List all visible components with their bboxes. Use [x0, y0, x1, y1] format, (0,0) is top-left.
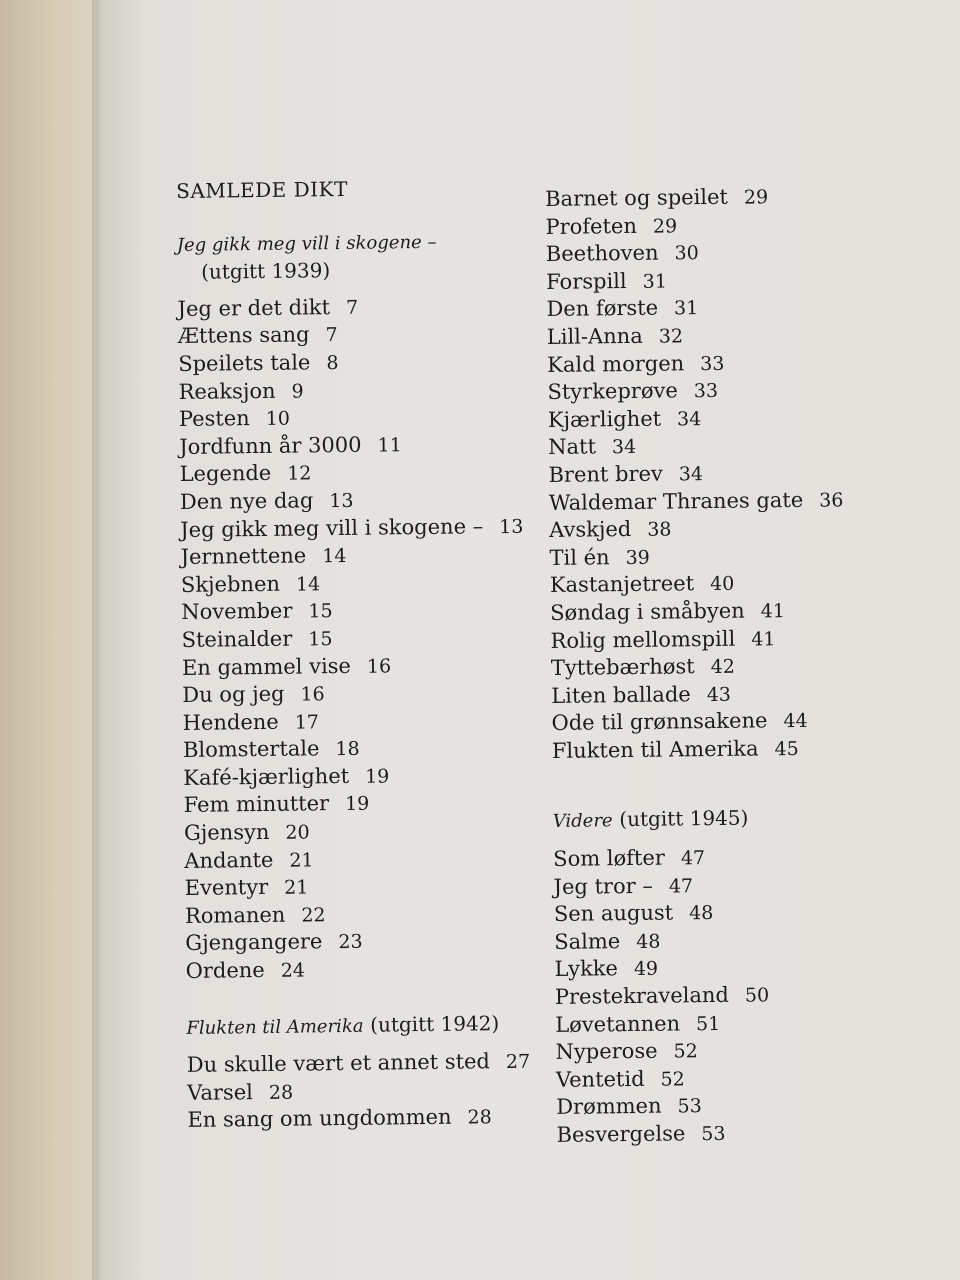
toc-entry: [554, 898, 844, 929]
entry-page-number: 34: [678, 463, 704, 486]
entry-title: Reaksjon: [178, 378, 276, 404]
toc-entry: [184, 843, 534, 875]
toc-entry: [550, 569, 840, 600]
entry-page-number: 11: [377, 434, 402, 457]
entry-page-number: 44: [783, 710, 808, 733]
entry-title: Løvetannen: [555, 1011, 681, 1037]
entry-title: November: [181, 598, 293, 625]
toc-entry: [546, 238, 836, 269]
entry-page-number: 19: [345, 793, 370, 816]
toc-entry: [187, 1103, 537, 1135]
toc-entry: [555, 1036, 845, 1067]
toc-entry: [180, 485, 530, 517]
entry-title: Andante: [184, 847, 274, 873]
toc-entry: [179, 457, 529, 489]
entry-page-number: 27: [505, 1050, 531, 1074]
entry-page-number: 41: [760, 600, 786, 623]
toc-list-1942-left: [187, 1048, 538, 1135]
entry-page-number: 14: [322, 545, 347, 568]
toc-entry: [178, 347, 528, 379]
entry-title: Natt: [548, 434, 597, 460]
entry-page-number: 33: [693, 380, 719, 403]
toc-entry: [556, 1063, 846, 1094]
entry-title: Blomstertale: [182, 736, 320, 763]
toc-entry: [181, 595, 531, 627]
entry-title: Hendene: [182, 709, 279, 735]
entry-title: Kjærlighet: [547, 406, 662, 432]
entry-page-number: 52: [673, 1040, 698, 1063]
entry-page-number: 13: [329, 489, 354, 513]
entry-page-number: 30: [674, 242, 699, 265]
entry-page-number: 14: [295, 572, 321, 596]
entry-page-number: 20: [285, 821, 310, 844]
toc-entry: [181, 567, 531, 599]
entry-page-number: 7: [325, 324, 338, 347]
entry-title: Ventetid: [555, 1066, 645, 1092]
entry-title: Til én: [549, 544, 610, 570]
entry-page-number: 19: [364, 765, 390, 788]
entry-title: Ættens sang: [177, 322, 310, 349]
entry-title: Liten ballade: [551, 681, 691, 708]
toc-entry: [180, 512, 530, 544]
entry-title: Lill-Anna: [546, 323, 643, 349]
toc-entry: [179, 429, 529, 461]
toc-entry: [182, 705, 532, 737]
toc-entry: [179, 402, 529, 434]
entry-page-number: 45: [774, 737, 799, 761]
toc-entry: [181, 623, 531, 655]
section-published: (utgitt 1945): [619, 806, 749, 832]
toc-entry: [548, 403, 838, 434]
toc-list-1939: [177, 291, 535, 985]
entry-page-number: 21: [284, 876, 309, 899]
entry-page-number: 33: [700, 352, 725, 375]
entry-title: Som løfter: [553, 845, 666, 872]
entry-page-number: 7: [345, 296, 359, 319]
book-title: SAMLEDE DIKT: [176, 176, 349, 203]
entry-page-number: 17: [294, 710, 320, 734]
entry-title: Ode til grønnsakene: [551, 708, 768, 736]
entry-title: En sang om ungdommen: [187, 1105, 452, 1133]
section-heading-1945: [553, 804, 843, 836]
entry-title: Legende: [179, 461, 272, 487]
entry-page-number: 39: [625, 546, 650, 569]
entry-title: Gjengangere: [185, 929, 323, 956]
entry-page-number: 32: [658, 325, 684, 348]
entry-page-number: 50: [744, 984, 770, 1007]
toc-entry: [549, 541, 839, 572]
entry-title: Ordene: [185, 958, 265, 983]
entry-page-number: 28: [467, 1106, 492, 1129]
entry-title: Pesten: [178, 406, 250, 432]
entry-page-number: 34: [611, 436, 637, 459]
toc-entry: [550, 596, 840, 627]
entry-title: Du skulle vært et annet sted: [186, 1049, 491, 1078]
toc-right-column: [545, 182, 847, 1149]
section-title: Jeg gikk meg vill i skogene –: [176, 231, 437, 256]
entry-page-number: 43: [706, 683, 732, 706]
entry-page-number: 15: [308, 628, 333, 651]
toc-entry: [547, 376, 837, 407]
entry-title: En gammel vise: [181, 653, 352, 680]
toc-entry: [554, 925, 844, 956]
entry-page-number: 29: [652, 214, 678, 238]
entry-page-number: 8: [326, 351, 339, 375]
entry-title: Flukten til Amerika: [551, 736, 759, 763]
entry-title: Den nye dag: [179, 488, 314, 514]
entry-page-number: 16: [300, 683, 325, 706]
entry-title: Du og jeg: [182, 681, 285, 708]
toc-entry: [183, 733, 533, 765]
toc-entry: [546, 265, 836, 296]
toc-entry: [184, 816, 534, 848]
entry-title: Skjebnen: [180, 571, 281, 597]
toc-entry: [187, 1048, 537, 1080]
entry-page-number: 31: [642, 270, 667, 293]
entry-title: Barnet og speilet: [545, 184, 729, 211]
entry-title: Jeg tror –: [553, 873, 654, 899]
entry-page-number: 18: [335, 738, 360, 761]
toc-entry: [548, 431, 838, 462]
entry-page-number: 9: [291, 380, 304, 403]
entry-title: Tyttebærhøst: [550, 654, 695, 681]
entry-title: Jeg er det dikt: [177, 294, 331, 321]
toc-entry: [183, 761, 533, 793]
entry-title: Besvergelse: [556, 1121, 686, 1147]
toc-entry: [178, 374, 528, 406]
entry-title: Salme: [554, 928, 621, 954]
toc-entry: [180, 540, 530, 572]
entry-page-number: 23: [338, 931, 363, 954]
toc-entry: [548, 486, 844, 517]
entry-title: Kastanjetreet: [549, 571, 695, 598]
section-published: (utgitt 1939): [201, 258, 331, 284]
entry-title: Forspill: [546, 268, 627, 294]
toc-entry: [177, 291, 527, 323]
entry-page-number: 38: [647, 518, 672, 541]
toc-entry: [551, 679, 841, 710]
section-title: Flukten til Amerika: [186, 1015, 364, 1039]
toc-entry: [553, 870, 843, 901]
toc-entry: [185, 871, 535, 903]
section-published: (utgitt 1942): [370, 1010, 500, 1037]
entry-title: Drømmen: [556, 1094, 662, 1120]
entry-title: Jernnettene: [180, 543, 307, 570]
entry-title: Speilets tale: [178, 350, 311, 376]
entry-title: Varsel: [187, 1079, 254, 1105]
toc-entry: [552, 734, 842, 765]
entry-page-number: 21: [289, 849, 314, 872]
entry-page-number: 12: [287, 462, 312, 486]
toc-entry: [555, 980, 845, 1011]
toc-left-column: [176, 174, 538, 1135]
entry-page-number: 28: [268, 1081, 294, 1104]
entry-title: Eventyr: [184, 875, 269, 901]
toc-entry: [556, 1118, 846, 1149]
toc-entry: [547, 348, 837, 379]
entry-page-number: 47: [680, 847, 706, 870]
entry-title: Sen august: [553, 900, 674, 927]
toc-list-1942-right: [545, 182, 842, 765]
toc-entry: [555, 1008, 845, 1039]
entry-title: Kald morgen: [547, 350, 685, 377]
section-title: Videre: [552, 810, 613, 833]
entry-page-number: 34: [676, 407, 702, 431]
entry-title: Nyperose: [555, 1038, 658, 1065]
toc-entry: [547, 320, 837, 351]
entry-title: Den første: [546, 296, 659, 322]
entry-title: Fem minutter: [183, 791, 330, 818]
entry-title: Steinalder: [181, 626, 293, 652]
entry-title: Lykke: [554, 956, 619, 982]
entry-page-number: 53: [701, 1122, 726, 1146]
entry-title: Romanen: [184, 902, 286, 928]
entry-page-number: 29: [743, 186, 769, 209]
entry-title: Waldemar Thranes gate: [548, 487, 804, 515]
toc-entry: [549, 514, 839, 545]
entry-title: Gjensyn: [183, 819, 270, 846]
entry-title: Brent brev: [548, 461, 663, 487]
entry-page-number: 53: [677, 1095, 702, 1118]
entry-page-number: 24: [280, 959, 306, 982]
entry-page-number: 42: [710, 655, 735, 679]
entry-title: Jordfunn år 3000: [179, 432, 362, 459]
entry-title: Rolig mellomspill: [550, 626, 736, 653]
toc-entry: [186, 954, 536, 986]
toc-entry: [554, 953, 844, 984]
entry-title: Profeten: [545, 213, 638, 239]
toc-entry: [550, 624, 840, 655]
entry-title: Beethoven: [545, 240, 659, 267]
toc-entry: [185, 926, 535, 958]
toc-entry: [182, 678, 532, 710]
entry-page-number: 16: [366, 654, 392, 678]
entry-page-number: 31: [673, 297, 699, 320]
section-heading-1939: [177, 226, 528, 285]
entry-title: Prestekraveland: [554, 982, 730, 1009]
page-fold-shadow: [92, 0, 102, 1280]
toc-entry: [548, 458, 838, 489]
entry-page-number: 48: [636, 930, 661, 953]
entry-page-number: 10: [265, 407, 291, 431]
toc-list-1945: [553, 842, 847, 1149]
entry-page-number: 36: [819, 488, 844, 512]
toc-entry: [545, 210, 835, 241]
entry-page-number: 48: [689, 902, 714, 925]
entry-page-number: 52: [660, 1068, 685, 1091]
entry-title: Avskjed: [549, 517, 632, 543]
entry-title: Kafé-kjærlighet: [183, 763, 350, 790]
toc-entry: [553, 842, 843, 873]
entry-page-number: 15: [308, 600, 333, 623]
toc-entry: [551, 652, 841, 683]
toc-entry: [184, 788, 534, 820]
entry-title: Styrkeprøve: [547, 378, 678, 405]
entry-page-number: 22: [301, 904, 326, 927]
entry-page-number: 49: [633, 958, 659, 981]
toc-entry: [178, 319, 528, 351]
toc-entry: [545, 182, 835, 213]
toc-entry: [185, 899, 535, 931]
toc-entry: [187, 1075, 537, 1107]
toc-entry: [556, 1091, 846, 1122]
entry-page-number: 41: [751, 627, 776, 651]
entry-page-number: 51: [695, 1012, 721, 1035]
entry-page-number: 40: [709, 573, 735, 596]
entry-title: Jeg gikk meg vill i skogene –: [180, 513, 484, 542]
toc-entry: [182, 650, 532, 682]
entry-title: Søndag i småbyen: [550, 598, 745, 625]
entry-page-number: 47: [668, 874, 694, 898]
toc-entry: [546, 293, 836, 324]
toc-entry: [551, 707, 841, 738]
previous-page-edge: [0, 0, 100, 1280]
entry-page-number: 13: [499, 515, 524, 538]
section-heading-1942: [186, 1009, 536, 1042]
